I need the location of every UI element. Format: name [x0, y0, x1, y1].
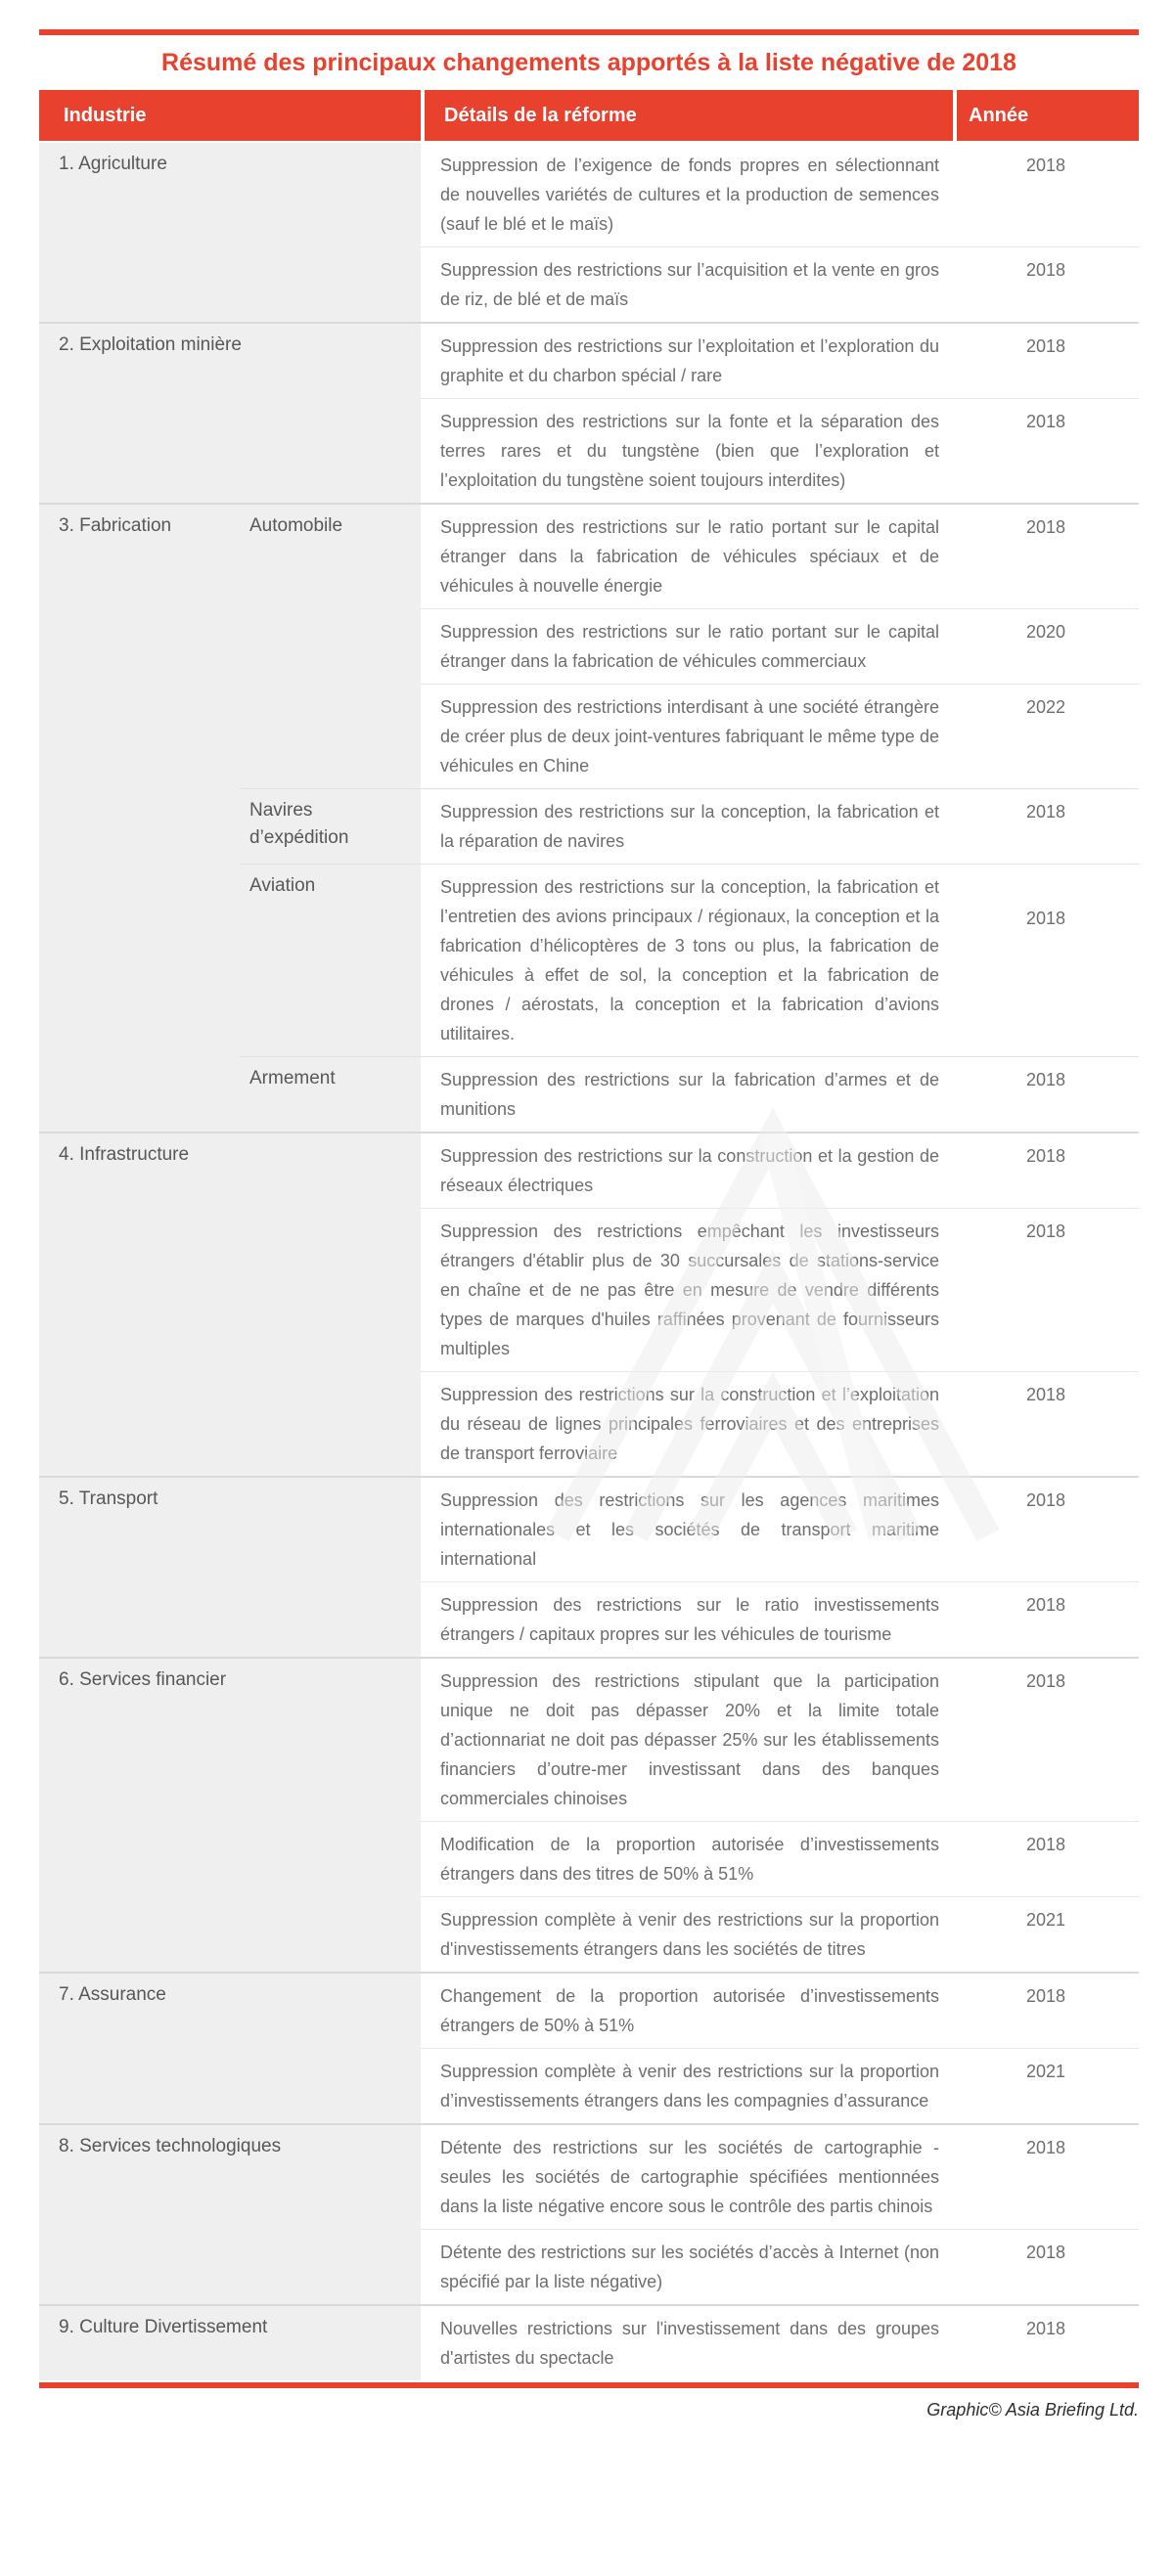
detail-cell: Suppression des restrictions stipulant que la participation unique ne doit pas dépasser 20% et la limite totale d’actionnariat ne doit pas dépasser 25% sur les établissements financiers d’outre-mer investissant dans des banques commerciales chinoises: [440, 1671, 939, 1808]
year-cell: 2018: [1025, 802, 1066, 822]
detail-cell: Suppression des restrictions sur le ratio portant sur le capital étranger dans la fabrication de véhicules commerciaux: [440, 622, 939, 671]
subgroup-armament: [240, 1056, 1139, 1132]
detail-cell: Suppression des restrictions sur la construction et la gestion de réseaux électriques: [440, 1146, 939, 1195]
year-cell: 2018: [1025, 1671, 1066, 1691]
page-title: Résumé des principaux changements apportés à la liste négative de 2018: [161, 49, 1016, 76]
table-row: [421, 2306, 1139, 2380]
industry-group-financial-services: [39, 1657, 1139, 1972]
detail-cell: Suppression des restrictions empêchant les investisseurs étrangers d'établir plus de 30 succursales de stations-service en chaîne et de ne pas être en mesure de vendre différents types de marques d'huiles raffinées provenant de fournisseurs multiples: [440, 1221, 939, 1358]
table-row: [421, 789, 1139, 864]
year-cell: 2018: [1025, 1221, 1066, 1241]
detail-cell: Modification de la proportion autorisée d’investissements étrangers dans des titres de 50% à 51%: [440, 1835, 939, 1884]
year-cell: 2018: [1025, 1490, 1066, 1510]
sub-industry-label: Aviation: [240, 865, 421, 1056]
column-header-industrie: Industrie: [39, 90, 421, 141]
year-cell: 2018: [1025, 1070, 1066, 1089]
detail-cell: Détente des restrictions sur les sociétés d’accès à Internet (non spécifié par la liste négative): [440, 2243, 939, 2291]
industry-label: 5. Transport: [39, 1478, 421, 1657]
year-cell: 2018: [1025, 1986, 1066, 2006]
table-row: [421, 1581, 1139, 1657]
year-cell: 2021: [1025, 1910, 1066, 1930]
table-row: [421, 1659, 1139, 1821]
table-header-row: [39, 90, 1139, 141]
table-row: [421, 1974, 1139, 2048]
detail-cell: Suppression complète à venir des restrictions sur la proportion d’investissements étrangers dans les compagnies d’assurance: [440, 2062, 939, 2110]
subgroup-shipping-vessels: [240, 788, 1139, 864]
table-row: [421, 1208, 1139, 1371]
table-row: [421, 684, 1139, 788]
infographic-page: [39, 0, 1139, 2421]
industry-group-transport: [39, 1476, 1139, 1657]
detail-cell: Suppression des restrictions sur la fonte et la séparation des terres rares et du tungstène (bien que l’exploration et l’exploitation du tungstène soient toujours interdites): [440, 412, 939, 490]
year-cell: 2018: [1025, 260, 1066, 280]
year-cell: 2018: [1025, 2243, 1066, 2262]
industry-group-mining: [39, 322, 1139, 503]
table-row: [421, 865, 1139, 1056]
detail-cell: Nouvelles restrictions sur l'investissement dans des groupes d'artistes du spectacle: [440, 2319, 939, 2368]
detail-cell: Suppression des restrictions sur le ratio portant sur le capital étranger dans la fabrication de véhicules spéciaux et de véhicules à nouvelle énergie: [440, 517, 939, 596]
table-row: [421, 143, 1139, 246]
industry-label: 3. Fabrication: [39, 505, 240, 1132]
table-row: [421, 2229, 1139, 2304]
table-row: [421, 1821, 1139, 1896]
industry-group-insurance: [39, 1972, 1139, 2123]
credit-text: Graphic© Asia Briefing Ltd.: [926, 2400, 1139, 2420]
detail-cell: Suppression des restrictions sur la conception, la fabrication et la réparation de navires: [440, 802, 939, 851]
summary-table: [39, 90, 1139, 2380]
table-row: [421, 1478, 1139, 1581]
industry-group-infrastructure: [39, 1132, 1139, 1476]
industry-label: 1. Agriculture: [39, 143, 421, 322]
industry-label: 4. Infrastructure: [39, 1133, 421, 1476]
industry-group-culture-entertainment: [39, 2304, 1139, 2380]
year-cell: 2018: [1025, 155, 1066, 175]
table-row: [421, 398, 1139, 503]
year-cell: 2018: [1025, 412, 1066, 431]
industry-label: 8. Services technologiques: [39, 2125, 421, 2304]
table-row: [421, 2125, 1139, 2229]
year-cell: 2018: [1025, 1385, 1066, 1404]
detail-cell: Suppression de l’exigence de fonds propres en sélectionnant de nouvelles variétés de cultures et la production de semences (sauf le blé et le maïs): [440, 155, 939, 234]
detail-cell: Suppression des restrictions sur l’acquisition et la vente en gros de riz, de blé et de maïs: [440, 260, 939, 309]
column-header-annee: Année: [957, 90, 1139, 141]
year-cell: 2018: [1025, 2138, 1066, 2157]
detail-cell: Suppression complète à venir des restrictions sur la proportion d'investissements étrangers dans les sociétés de titres: [440, 1910, 939, 1959]
industry-label: 9. Culture Divertissement: [39, 2306, 421, 2380]
table-row: [421, 505, 1139, 608]
top-accent-bar: [39, 29, 1139, 35]
table-body: [39, 143, 1139, 2380]
industry-group-agriculture: [39, 143, 1139, 322]
subgroup-aviation: [240, 864, 1139, 1056]
sub-industry-label: Navires d’expédition: [240, 789, 421, 864]
year-cell: 2020: [1025, 622, 1066, 642]
year-cell: 2018: [1025, 336, 1066, 356]
sub-industry-label: Automobile: [240, 505, 421, 788]
detail-cell: Suppression des restrictions sur le ratio investissements étrangers / capitaux propres sur les véhicules de tourisme: [440, 1595, 939, 1644]
table-row: [421, 1371, 1139, 1476]
table-row: [421, 1057, 1139, 1132]
table-row: [421, 608, 1139, 684]
detail-cell: Suppression des restrictions sur l’exploitation et l’exploration du graphite et du charbon spécial / rare: [440, 336, 939, 385]
industry-label: 2. Exploitation minière: [39, 324, 421, 503]
year-cell: 2018: [1025, 1595, 1066, 1615]
industry-label: 6. Services financier: [39, 1659, 421, 1972]
table-row: [421, 2048, 1139, 2123]
industry-label: 7. Assurance: [39, 1974, 421, 2123]
bottom-accent-bar: [39, 2382, 1139, 2388]
detail-cell: Suppression des restrictions interdisant à une société étrangère de créer plus de deux joint-ventures fabriquant le même type de véhicules en Chine: [440, 697, 939, 776]
table-row: [421, 1133, 1139, 1208]
year-cell: 2018: [1025, 1146, 1066, 1166]
detail-cell: Changement de la proportion autorisée d’investissements étrangers de 50% à 51%: [440, 1986, 939, 2035]
column-header-details: Détails de la réforme: [425, 90, 953, 141]
table-row: [421, 324, 1139, 398]
subgroup-automobile: [240, 505, 1139, 788]
year-cell: 2018: [1025, 1835, 1066, 1854]
year-cell: 2018: [1025, 909, 1066, 928]
detail-cell: Détente des restrictions sur les sociétés de cartographie - seules les sociétés de cartographie spécifiées mentionnées dans la liste négative encore sous le contrôle des partis chinois: [440, 2138, 939, 2216]
industry-group-manufacturing: [39, 503, 1139, 1132]
table-row: [421, 246, 1139, 322]
year-cell: 2022: [1025, 697, 1066, 717]
industry-group-technology-services: [39, 2123, 1139, 2304]
year-cell: 2018: [1025, 2319, 1066, 2338]
detail-cell: Suppression des restrictions sur les agences maritimes internationales et les sociétés de transport maritime international: [440, 1490, 939, 1569]
year-cell: 2021: [1025, 2062, 1066, 2081]
detail-cell: Suppression des restrictions sur la conception, la fabrication et l’entretien des avions principaux / régionaux, la conception et la fabrication d’hélicoptères de 3 tons ou plus, la fabrication de véhicules à effet de sol, la conception et la fabrication de drones / aérostats, la conception et la fabrication d’avions utilitaires.: [440, 877, 939, 1044]
detail-cell: Suppression des restrictions sur la fabrication d’armes et de munitions: [440, 1070, 939, 1119]
table-row: [421, 1896, 1139, 1972]
detail-cell: Suppression des restrictions sur la construction et l’exploitation du réseau de lignes principales ferroviaires et des entreprises de transport ferroviaire: [440, 1385, 939, 1463]
year-cell: 2018: [1025, 517, 1066, 537]
sub-industry-label: Armement: [240, 1057, 421, 1132]
